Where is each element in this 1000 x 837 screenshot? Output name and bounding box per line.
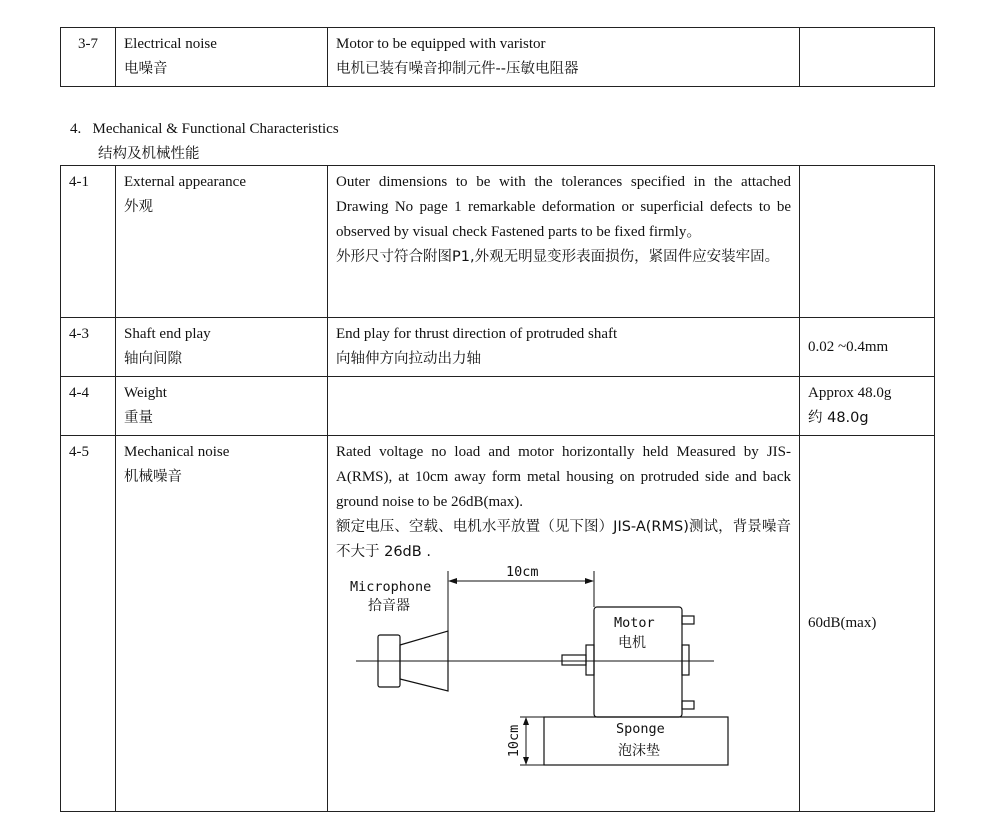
distance-dimension	[448, 571, 594, 631]
sponge-label-en: Sponge	[616, 721, 665, 737]
value-cell: 0.02 ~0.4mm	[800, 318, 935, 377]
item-cn: 电噪音	[124, 61, 168, 77]
noise-test-diagram	[336, 565, 791, 780]
row-id: 4-3	[61, 318, 116, 377]
row-id: 4-5	[61, 436, 116, 812]
value-cell: 60dB(max)	[800, 436, 935, 812]
spec-cell	[328, 318, 800, 377]
distance-label: 10cm	[506, 565, 539, 580]
mic-label-cn: 拾音器	[368, 598, 410, 614]
spec-en: Motor to be equipped with varistor	[336, 36, 546, 52]
section-heading	[70, 117, 339, 167]
item-cn: 轴向间隙	[124, 351, 182, 367]
spec-cell	[328, 436, 800, 812]
table-row	[61, 28, 935, 87]
dimension-arrow	[523, 757, 529, 765]
item-cn: 外观	[124, 199, 153, 215]
item-en: Mechanical noise	[124, 444, 230, 460]
item-en: External appearance	[124, 174, 246, 190]
dimension-arrow	[585, 578, 594, 584]
table-row	[61, 377, 935, 436]
value-cell	[800, 28, 935, 87]
electrical-table	[60, 27, 935, 87]
spec-cn: 向轴伸方向拉动出力轴	[336, 351, 481, 367]
motor-label-cn: 电机	[618, 635, 646, 651]
item-cell	[116, 166, 328, 318]
row-id: 3-7	[61, 28, 116, 87]
spec-en: End play for thrust direction of protruded shaft	[336, 326, 618, 342]
item-en: Shaft end play	[124, 326, 211, 342]
value-cell	[800, 377, 935, 436]
item-cell	[116, 436, 328, 812]
height-label: 10cm	[506, 724, 522, 758]
item-cell	[116, 28, 328, 87]
mic-label-en: Microphone	[350, 579, 432, 595]
spec-cell	[328, 28, 800, 87]
row-id: 4-4	[61, 377, 116, 436]
spec-cell	[328, 166, 800, 318]
item-en: Electrical noise	[124, 36, 217, 52]
dimension-arrow	[523, 717, 529, 725]
sponge-label-cn: 泡沫垫	[618, 743, 660, 759]
item-cn: 重量	[124, 410, 153, 426]
table-row	[61, 166, 935, 318]
section-number: 4.	[70, 121, 82, 137]
item-en: Weight	[124, 385, 167, 401]
spec-cell	[328, 377, 800, 436]
value-cn: 约 48.0g	[808, 410, 869, 426]
item-cell	[116, 377, 328, 436]
spec-cn: 电机已装有噪音抑制元件--压敏电阻器	[336, 61, 579, 77]
value-cell	[800, 166, 935, 318]
section-title-cn: 结构及机械性能	[98, 146, 200, 162]
item-cn: 机械噪音	[124, 469, 182, 485]
value-en: Approx 48.0g	[808, 385, 892, 401]
motor-label-en: Motor	[614, 615, 655, 631]
spec-en: Outer dimensions to be with the tolerances specified in the attached Drawing No page 1 remarkable deformation or superficial defects to be observed by visual check Fastened parts to be fixed firmly。	[336, 174, 791, 240]
table-row	[61, 318, 935, 377]
section-title-en: Mechanical & Functional Characteristics	[92, 121, 339, 137]
table-row	[61, 436, 935, 812]
spec-cn: 外形尺寸符合附图P1,外观无明显变形表面损伤，紧固件应安装牢固。	[336, 249, 780, 265]
item-cell	[116, 318, 328, 377]
spec-en: Rated voltage no load and motor horizontally held Measured by JIS-A(RMS), at 10cm away form metal housing on protruded side and back ground noise to be 26dB(max).	[336, 444, 791, 510]
spec-cn: 额定电压、空载、电机水平放置（见下图）JIS-A(RMS)测试，背景噪音不大于 26dB .	[336, 519, 791, 560]
dimension-arrow	[448, 578, 457, 584]
mechanical-table	[60, 165, 935, 812]
row-id: 4-1	[61, 166, 116, 318]
